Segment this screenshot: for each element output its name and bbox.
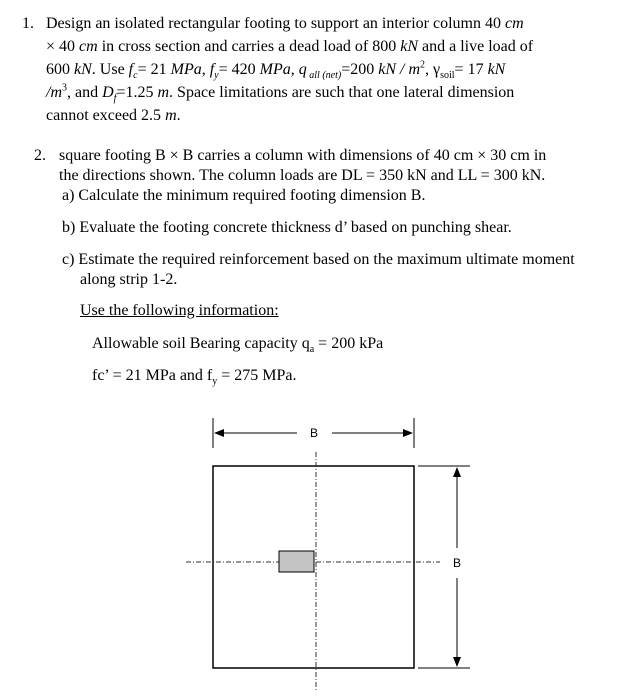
text-span: in cross section and carries a dead load of 800 [97, 38, 401, 55]
text-span: kN / m [378, 61, 421, 78]
subscript: all (net) [306, 70, 342, 82]
text-span: m [157, 84, 170, 101]
text-span: = 200 kPa [314, 335, 384, 352]
subscript: soil [440, 70, 455, 82]
problem2-part-c-line1: c) Estimate the required reinforcement based on the maximum ultimate moment [62, 251, 575, 268]
text-span: and a live load of [418, 38, 534, 55]
info-heading: Use the following information: [80, 302, 279, 319]
subscript: a [309, 344, 315, 356]
text-span: f [128, 61, 134, 78]
problem2-part-c-line2: along strip 1-2. [80, 271, 178, 288]
text-span: q [298, 61, 307, 78]
problem1-number: 1. [22, 15, 34, 32]
problem2-number: 2. [34, 147, 46, 164]
subscript: c [133, 70, 138, 82]
text-span: fc’ = 21 MPa and f [92, 367, 213, 384]
text-span: . Use [91, 61, 129, 78]
text-span: . Space limitations are such that one lateral dimension [169, 84, 515, 101]
text-span: , γ [425, 61, 441, 78]
text-span: = 420 [218, 61, 260, 78]
text-span: Allowable soil Bearing capacity q [92, 335, 310, 352]
right-dim-label: B [452, 556, 462, 570]
text-span: cannot exceed 2.5 [46, 107, 166, 124]
text-span: = 17 [454, 61, 488, 78]
subscript: y [214, 70, 219, 82]
text-span: kN [400, 38, 419, 55]
top-dim-label: B [309, 426, 319, 440]
text-span: D [102, 84, 114, 101]
text-span: Design an isolated rectangular footing to support an interior column 40 [46, 15, 505, 32]
text-span: 600 [46, 61, 74, 78]
text-span: f [209, 61, 215, 78]
text-span: . [176, 107, 181, 124]
text-span: , [290, 61, 299, 78]
superscript: 2 [420, 59, 426, 71]
text-span: /m [46, 84, 62, 101]
text-span: MPa [259, 61, 291, 78]
problem2-part-a: a) Calculate the minimum required footing dimension B. [62, 187, 426, 204]
text-span: = 21 [137, 61, 171, 78]
text-span: × 40 [46, 38, 80, 55]
text-span: =200 [341, 61, 379, 78]
text-span: , and [67, 84, 103, 101]
text-span: MPa [170, 61, 202, 78]
problem2-line2: the directions shown. The column loads are DL = 350 kN and LL = 300 kN. [59, 167, 546, 184]
problem2-line1: square footing B × B carries a column with dimensions of 40 cm × 30 cm in [59, 147, 547, 164]
text-span: kN [487, 61, 506, 78]
text-span: cm [505, 15, 524, 32]
text-span: =1.25 [116, 84, 158, 101]
problem2-part-b: b) Evaluate the footing concrete thickness d’ based on punching shear. [62, 219, 512, 236]
subscript: y [212, 376, 218, 388]
text-span: , [201, 61, 210, 78]
text-span: m [165, 107, 177, 124]
column-section [279, 551, 314, 572]
text-span: kN [74, 61, 92, 78]
text-span: = 275 MPa. [217, 367, 297, 384]
text-span: cm [79, 38, 98, 55]
subscript: f [113, 93, 117, 105]
superscript: 3 [62, 82, 67, 94]
